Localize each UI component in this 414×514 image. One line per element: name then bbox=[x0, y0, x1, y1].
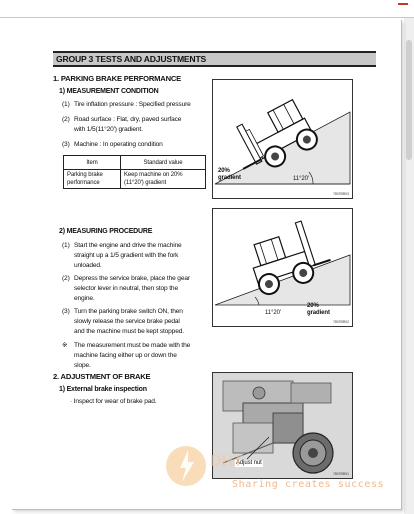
fig1-angle-label: 11°20' bbox=[293, 176, 309, 182]
procedure-step-3: (3) Turn the parking brake switch ON, then slowly release the service brake pedal and the machine must be kept stopped. bbox=[62, 308, 184, 335]
fig1-code: 7807BR03 bbox=[332, 192, 349, 196]
table-cell-item: Parking brake performance bbox=[64, 170, 121, 189]
table-header-row bbox=[64, 156, 206, 170]
inspect-brake-pad-bullet: · Inspect for wear of brake pad. bbox=[70, 398, 157, 405]
window-topbar-divider bbox=[0, 17, 414, 18]
fig3-code: 7807BR01 bbox=[332, 472, 349, 476]
adjust-nut-callout: Adjust nut bbox=[236, 460, 262, 466]
fig1-gradient-label: 20% gradient bbox=[218, 168, 241, 181]
fig2-gradient-label: 20% gradient bbox=[307, 303, 330, 316]
figure-forklift-uphill bbox=[212, 79, 353, 199]
measuring-procedure-title: 2) MEASURING PROCEDURE bbox=[59, 228, 153, 235]
fig2-code: 7807BR02 bbox=[332, 320, 349, 324]
procedure-step-2: (2) Depress the service brake, place the gear selector lever in neutral, then stop the engine. bbox=[62, 275, 190, 302]
condition-item-2: (2) Road surface : Flat, dry, paved surface with 1/5(11°20') gradient. bbox=[62, 116, 182, 133]
section-adjustment-title: 2. ADJUSTMENT OF BRAKE bbox=[53, 372, 151, 381]
window-topbar bbox=[0, 0, 414, 18]
standard-value-table bbox=[63, 155, 206, 189]
section-parking-brake-title: 1. PARKING BRAKE PERFORMANCE bbox=[53, 74, 182, 83]
watermark-text: Sharing creates success bbox=[232, 479, 385, 490]
scrollbar-thumb[interactable] bbox=[406, 40, 412, 160]
fig2-angle-label: 11°20' bbox=[265, 310, 281, 316]
toolbar-mark-icon bbox=[398, 3, 408, 13]
table-header-item: Item bbox=[64, 156, 121, 170]
svg-text:DHT: DHT bbox=[210, 453, 243, 470]
procedure-step-1: (1) Start the engine and drive the machine straight up a 1/5 gradient with the fork unloaded. bbox=[62, 242, 182, 269]
group-title: GROUP 3 TESTS AND ADJUSTMENTS bbox=[53, 51, 376, 67]
table-cell-value: Keep machine on 20% (11°20') gradient bbox=[121, 170, 206, 189]
external-brake-inspection-title: 1) External brake inspection bbox=[59, 386, 147, 393]
measurement-condition-title: 1) MEASUREMENT CONDITION bbox=[59, 88, 159, 95]
document-page: GROUP 3 TESTS AND ADJUSTMENTS 1. PARKING BRAKE PERFORMANCE 1) MEASUREMENT CONDITION (1) Tire inflation pressure : Specified pressure (2) Road surface : Flat, dry, paved surface with 1/5(11°20') gradient. (3) Machine : In operating condition Item Standard value Parking brake performance Keep machine on 20% (11°20') gradient 20% gradient 11°20' 7807BR03 2) MEASURING PROCEDURE (1) Start the engine and drive the machine straight up a 1/5 gradient with the fork unloaded. (2) Depress the service brake, place the gear selector lever in neutral, then stop the engine. (3) Turn the parking brake switch ON, then slowly release the service brake pedal and the machine must be kept stopped. ※ The measurement must be made with the machine facing either up or down the slope. 11°20' 20% gradient 7807BR02 2. ADJUSTMENT OF BRAKE 1) External brake inspection · Inspect for wear of brake pad. Adjust nut 7807BR01 bbox=[12, 20, 402, 510]
figure-forklift-downhill bbox=[212, 208, 353, 327]
table-header-standard-value: Standard value bbox=[121, 156, 206, 170]
table-row bbox=[64, 170, 206, 189]
procedure-note: ※ The measurement must be made with the machine facing either up or down the slope. bbox=[62, 342, 191, 369]
forklift-slope-illustration-2 bbox=[213, 209, 352, 326]
